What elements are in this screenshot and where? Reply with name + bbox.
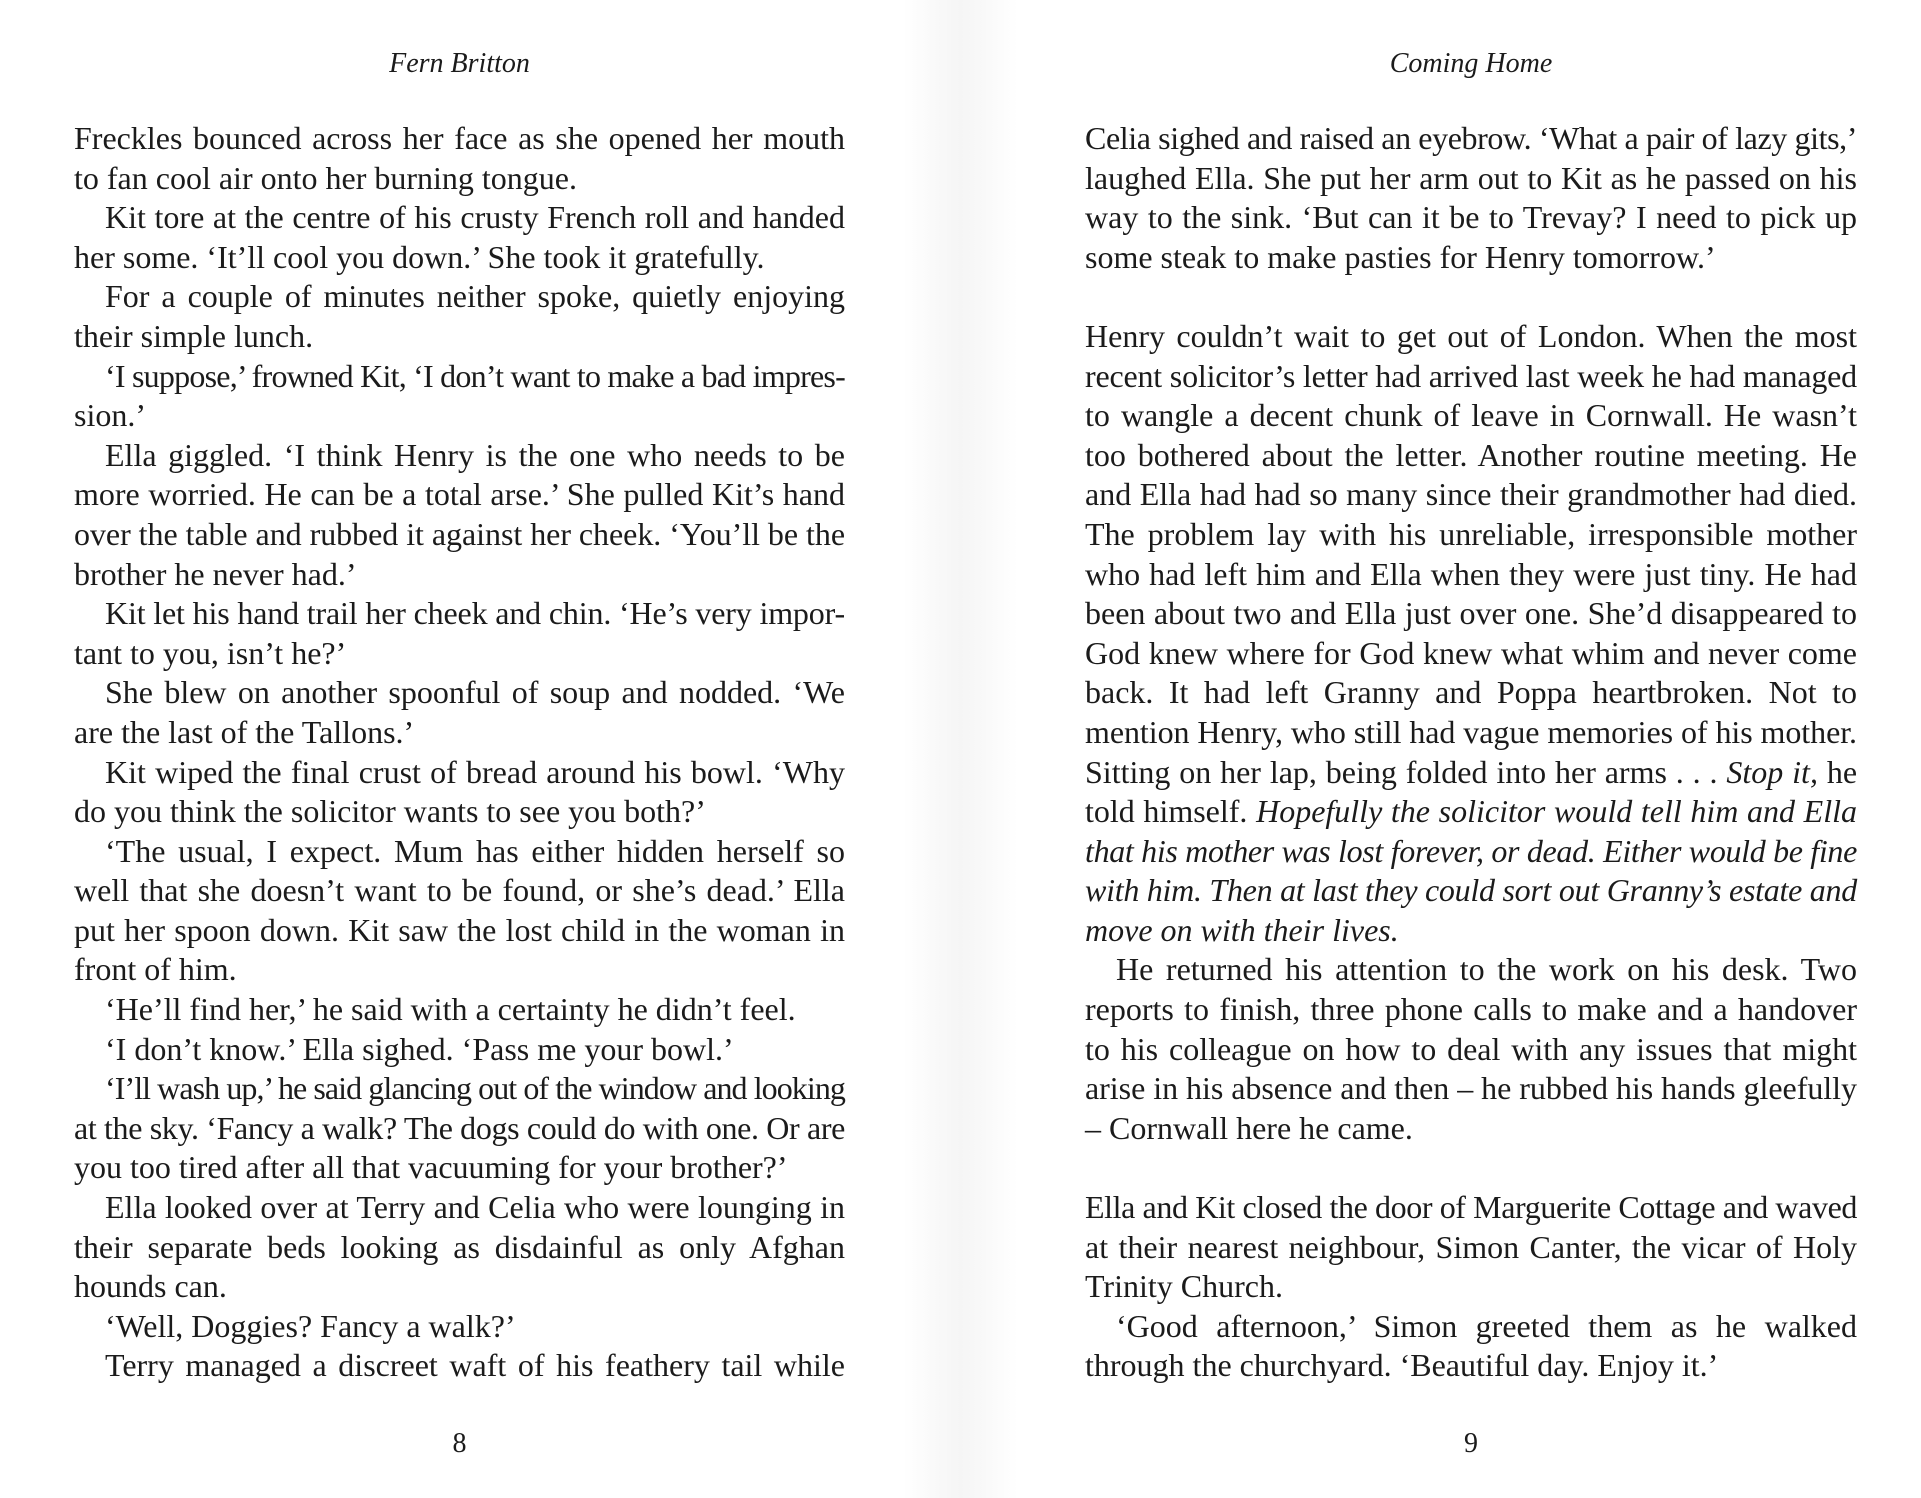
line-text: back. It had left Granny and Poppa heartbroken. Not to	[1085, 674, 1857, 711]
line-text: Ella giggled. ‘I think Henry is the one who needs to be	[105, 436, 845, 473]
text-line	[1085, 1109, 1857, 1149]
line-text: to wangle a decent chunk of leave in Cornwall. He wasn’t	[1085, 397, 1857, 434]
line-text: been about two and Ella just over one. She’d disappeared to	[1085, 595, 1857, 632]
text-line	[74, 792, 845, 832]
running-head-title: Coming Home	[1389, 48, 1553, 79]
text-line	[1085, 871, 1857, 911]
line-text: more worried. He can be a total arse.’ She pulled Kit’s hand	[74, 476, 845, 513]
text-line	[74, 475, 845, 515]
line-text: their simple lunch.	[74, 317, 314, 354]
text-line	[74, 238, 845, 278]
text-line	[1085, 396, 1857, 436]
line-text: too bothered about the letter. Another routine meeting. He	[1085, 436, 1857, 473]
text-line	[1085, 594, 1857, 634]
text-line	[1085, 1267, 1857, 1307]
text-line	[1085, 515, 1857, 555]
line-text: He returned his attention to the work on his desk. Two	[1116, 951, 1857, 988]
text-line	[1085, 1228, 1857, 1268]
line-text: move on with their lives.	[1085, 911, 1399, 948]
line-text: their separate beds looking as disdainful as only Afghan	[74, 1228, 845, 1265]
line-text: She blew on another spoonful of soup and nodded. ‘We	[105, 674, 845, 711]
text-line	[1085, 436, 1857, 476]
line-text: mention Henry, who still had vague memories of his mother.	[1085, 713, 1857, 750]
line-text: ‘I suppose,’ frowned Kit, ‘I don’t want to make a bad impres-	[105, 357, 845, 394]
text-line	[1085, 1346, 1857, 1386]
text-line	[1085, 317, 1857, 357]
text-line	[1085, 673, 1857, 713]
text-line	[1085, 1307, 1857, 1347]
line-text: tant to you, isn’t he?’	[74, 634, 347, 671]
line-text: ‘Well, Doggies? Fancy a walk?’	[105, 1307, 516, 1344]
text-line	[74, 1188, 845, 1228]
line-text: Trinity Church.	[1085, 1268, 1283, 1305]
text-line	[74, 871, 845, 911]
section-break	[1085, 1148, 1857, 1188]
line-text: and Ella had had so many since their grandmother had died.	[1085, 476, 1857, 513]
line-text: well that she doesn’t want to be found, or she’s dead.’ Ella	[74, 872, 845, 909]
line-text: to fan cool air onto her burning tongue.	[74, 159, 577, 196]
line-text: at their nearest neighbour, Simon Canter, the vicar of Holy	[1085, 1228, 1857, 1265]
line-text: ‘The usual, I expect. Mum has either hidden herself so	[105, 832, 845, 869]
line-text: ‘He’ll find her,’ he said with a certainty he didn’t feel.	[105, 991, 796, 1028]
text-line	[1085, 753, 1857, 793]
text-line	[1085, 238, 1857, 278]
text-line	[1085, 713, 1857, 753]
text-line	[74, 1267, 845, 1307]
text-line	[1085, 950, 1857, 990]
line-segment: Sitting on her lap, being folded into her arms . . .	[1085, 753, 1727, 790]
text-line	[74, 911, 845, 951]
text-line	[74, 436, 845, 476]
line-text: with him. Then at last they could sort out Granny’s estate and	[1085, 872, 1857, 909]
text-line	[74, 1228, 845, 1268]
text-line	[74, 119, 845, 159]
text-line	[1085, 119, 1857, 159]
line-text: her some. ‘It’ll cool you down.’ She took it gratefully.	[74, 238, 765, 275]
text-line	[1085, 357, 1857, 397]
text-line	[74, 357, 845, 397]
line-text: recent solicitor’s letter had arrived last week he had managed	[1085, 357, 1857, 394]
line-text: over the table and rubbed it against her cheek. ‘You’ll be the	[74, 515, 845, 552]
text-line	[74, 159, 845, 199]
line-text: Celia sighed and raised an eyebrow. ‘What a pair of lazy gits,’	[1085, 120, 1857, 156]
line-segment: he	[1817, 753, 1858, 790]
line-text: are the last of the Tallons.’	[74, 713, 415, 750]
text-line	[74, 277, 845, 317]
line-text: some steak to make pasties for Henry tomorrow.’	[1085, 238, 1716, 275]
line-text	[1085, 754, 1857, 790]
text-line	[1085, 832, 1857, 872]
text-line	[74, 634, 845, 674]
text-line	[1085, 634, 1857, 674]
left-page	[0, 0, 960, 1498]
text-line	[74, 753, 845, 793]
line-text: sion.’	[74, 397, 146, 434]
text-line	[74, 1109, 845, 1149]
line-text: who had left him and Ella when they were just tiny. He had	[1085, 555, 1857, 592]
text-line	[74, 515, 845, 555]
line-text: that his mother was lost forever, or dead. Either would be fine	[1085, 832, 1857, 869]
text-line	[1085, 198, 1857, 238]
running-head-author: Fern Britton	[389, 48, 530, 79]
line-text: ‘I’ll wash up,’ he said glancing out of the window and looking	[105, 1070, 845, 1107]
line-text: brother he never had.’	[74, 555, 357, 592]
line-text: Kit let his hand trail her cheek and chin. ‘He’s very impor-	[105, 595, 845, 632]
text-line	[1085, 159, 1857, 199]
line-text: ‘I don’t know.’ Ella sighed. ‘Pass me your bowl.’	[105, 1030, 734, 1067]
line-text: For a couple of minutes neither spoke, quietly enjoying	[105, 278, 845, 315]
line-text: ‘Good afternoon,’ Simon greeted them as he walked	[1116, 1307, 1857, 1344]
line-text: at the sky. ‘Fancy a walk? The dogs could do with one. Or are	[74, 1109, 845, 1146]
text-line	[74, 1346, 845, 1386]
line-text: God knew where for God knew what whim and never come	[1085, 634, 1857, 671]
text-line	[74, 317, 845, 357]
line-text: Ella looked over at Terry and Celia who were lounging in	[105, 1189, 845, 1226]
line-text: to his colleague on how to deal with any issues that might	[1085, 1030, 1857, 1067]
text-line	[74, 950, 845, 990]
text-line	[1085, 911, 1857, 951]
text-line	[74, 990, 845, 1030]
line-text: front of him.	[74, 951, 237, 988]
text-line	[74, 1069, 845, 1109]
line-text: you too tired after all that vacuuming for your brother?’	[74, 1149, 788, 1186]
body-text	[1085, 119, 1857, 1386]
body-text	[74, 119, 845, 1386]
page-number: 8	[452, 1428, 467, 1459]
line-text	[1085, 793, 1857, 829]
page-number: 9	[1464, 1428, 1478, 1459]
text-line	[1085, 792, 1857, 832]
line-text: Henry couldn’t wait to get out of London. When the most	[1085, 317, 1857, 354]
line-segment: told himself.	[1085, 793, 1257, 830]
text-line	[74, 673, 845, 713]
text-line	[1085, 555, 1857, 595]
line-text: arise in his absence and then – he rubbed his hands gleefully	[1085, 1070, 1857, 1107]
text-line	[1085, 1069, 1857, 1109]
line-text: reports to finish, three phone calls to make and a handover	[1085, 991, 1857, 1028]
line-text: – Cornwall here he came.	[1085, 1109, 1413, 1146]
text-line	[74, 1030, 845, 1070]
italic-segment: Hopefully the solicitor would tell him and Ella	[1256, 793, 1858, 830]
line-text: put her spoon down. Kit saw the lost child in the woman in	[74, 911, 845, 948]
line-text: Ella and Kit closed the door of Marguerite Cottage and waved	[1085, 1189, 1857, 1226]
text-line	[74, 555, 845, 595]
line-text: Kit tore at the centre of his crusty French roll and handed	[105, 199, 845, 236]
line-text: Kit wiped the final crust of bread around his bowl. ‘Why	[105, 753, 845, 790]
italic-segment: Stop it,	[1726, 753, 1818, 790]
text-line	[74, 832, 845, 872]
text-line	[1085, 475, 1857, 515]
text-line	[74, 594, 845, 634]
line-text: The problem lay with his unreliable, irresponsible mother	[1085, 515, 1857, 552]
text-line	[74, 1307, 845, 1347]
text-line	[1085, 1188, 1857, 1228]
line-text: Freckles bounced across her face as she opened her mouth	[74, 120, 845, 156]
line-text: through the churchyard. ‘Beautiful day. Enjoy it.’	[1085, 1347, 1719, 1384]
line-text: do you think the solicitor wants to see you both?’	[74, 793, 706, 830]
section-break	[1085, 277, 1857, 317]
text-line	[1085, 1030, 1857, 1070]
text-line	[74, 1148, 845, 1188]
right-page	[960, 0, 1921, 1498]
text-line	[74, 396, 845, 436]
text-line	[74, 198, 845, 238]
line-text: hounds can.	[74, 1268, 227, 1305]
text-line	[74, 713, 845, 753]
line-text: Terry managed a discreet waft of his feathery tail while	[105, 1347, 845, 1384]
line-text: way to the sink. ‘But can it be to Trevay? I need to pick up	[1085, 199, 1857, 236]
text-line	[1085, 990, 1857, 1030]
line-text: laughed Ella. She put her arm out to Kit as he passed on his	[1085, 159, 1857, 196]
